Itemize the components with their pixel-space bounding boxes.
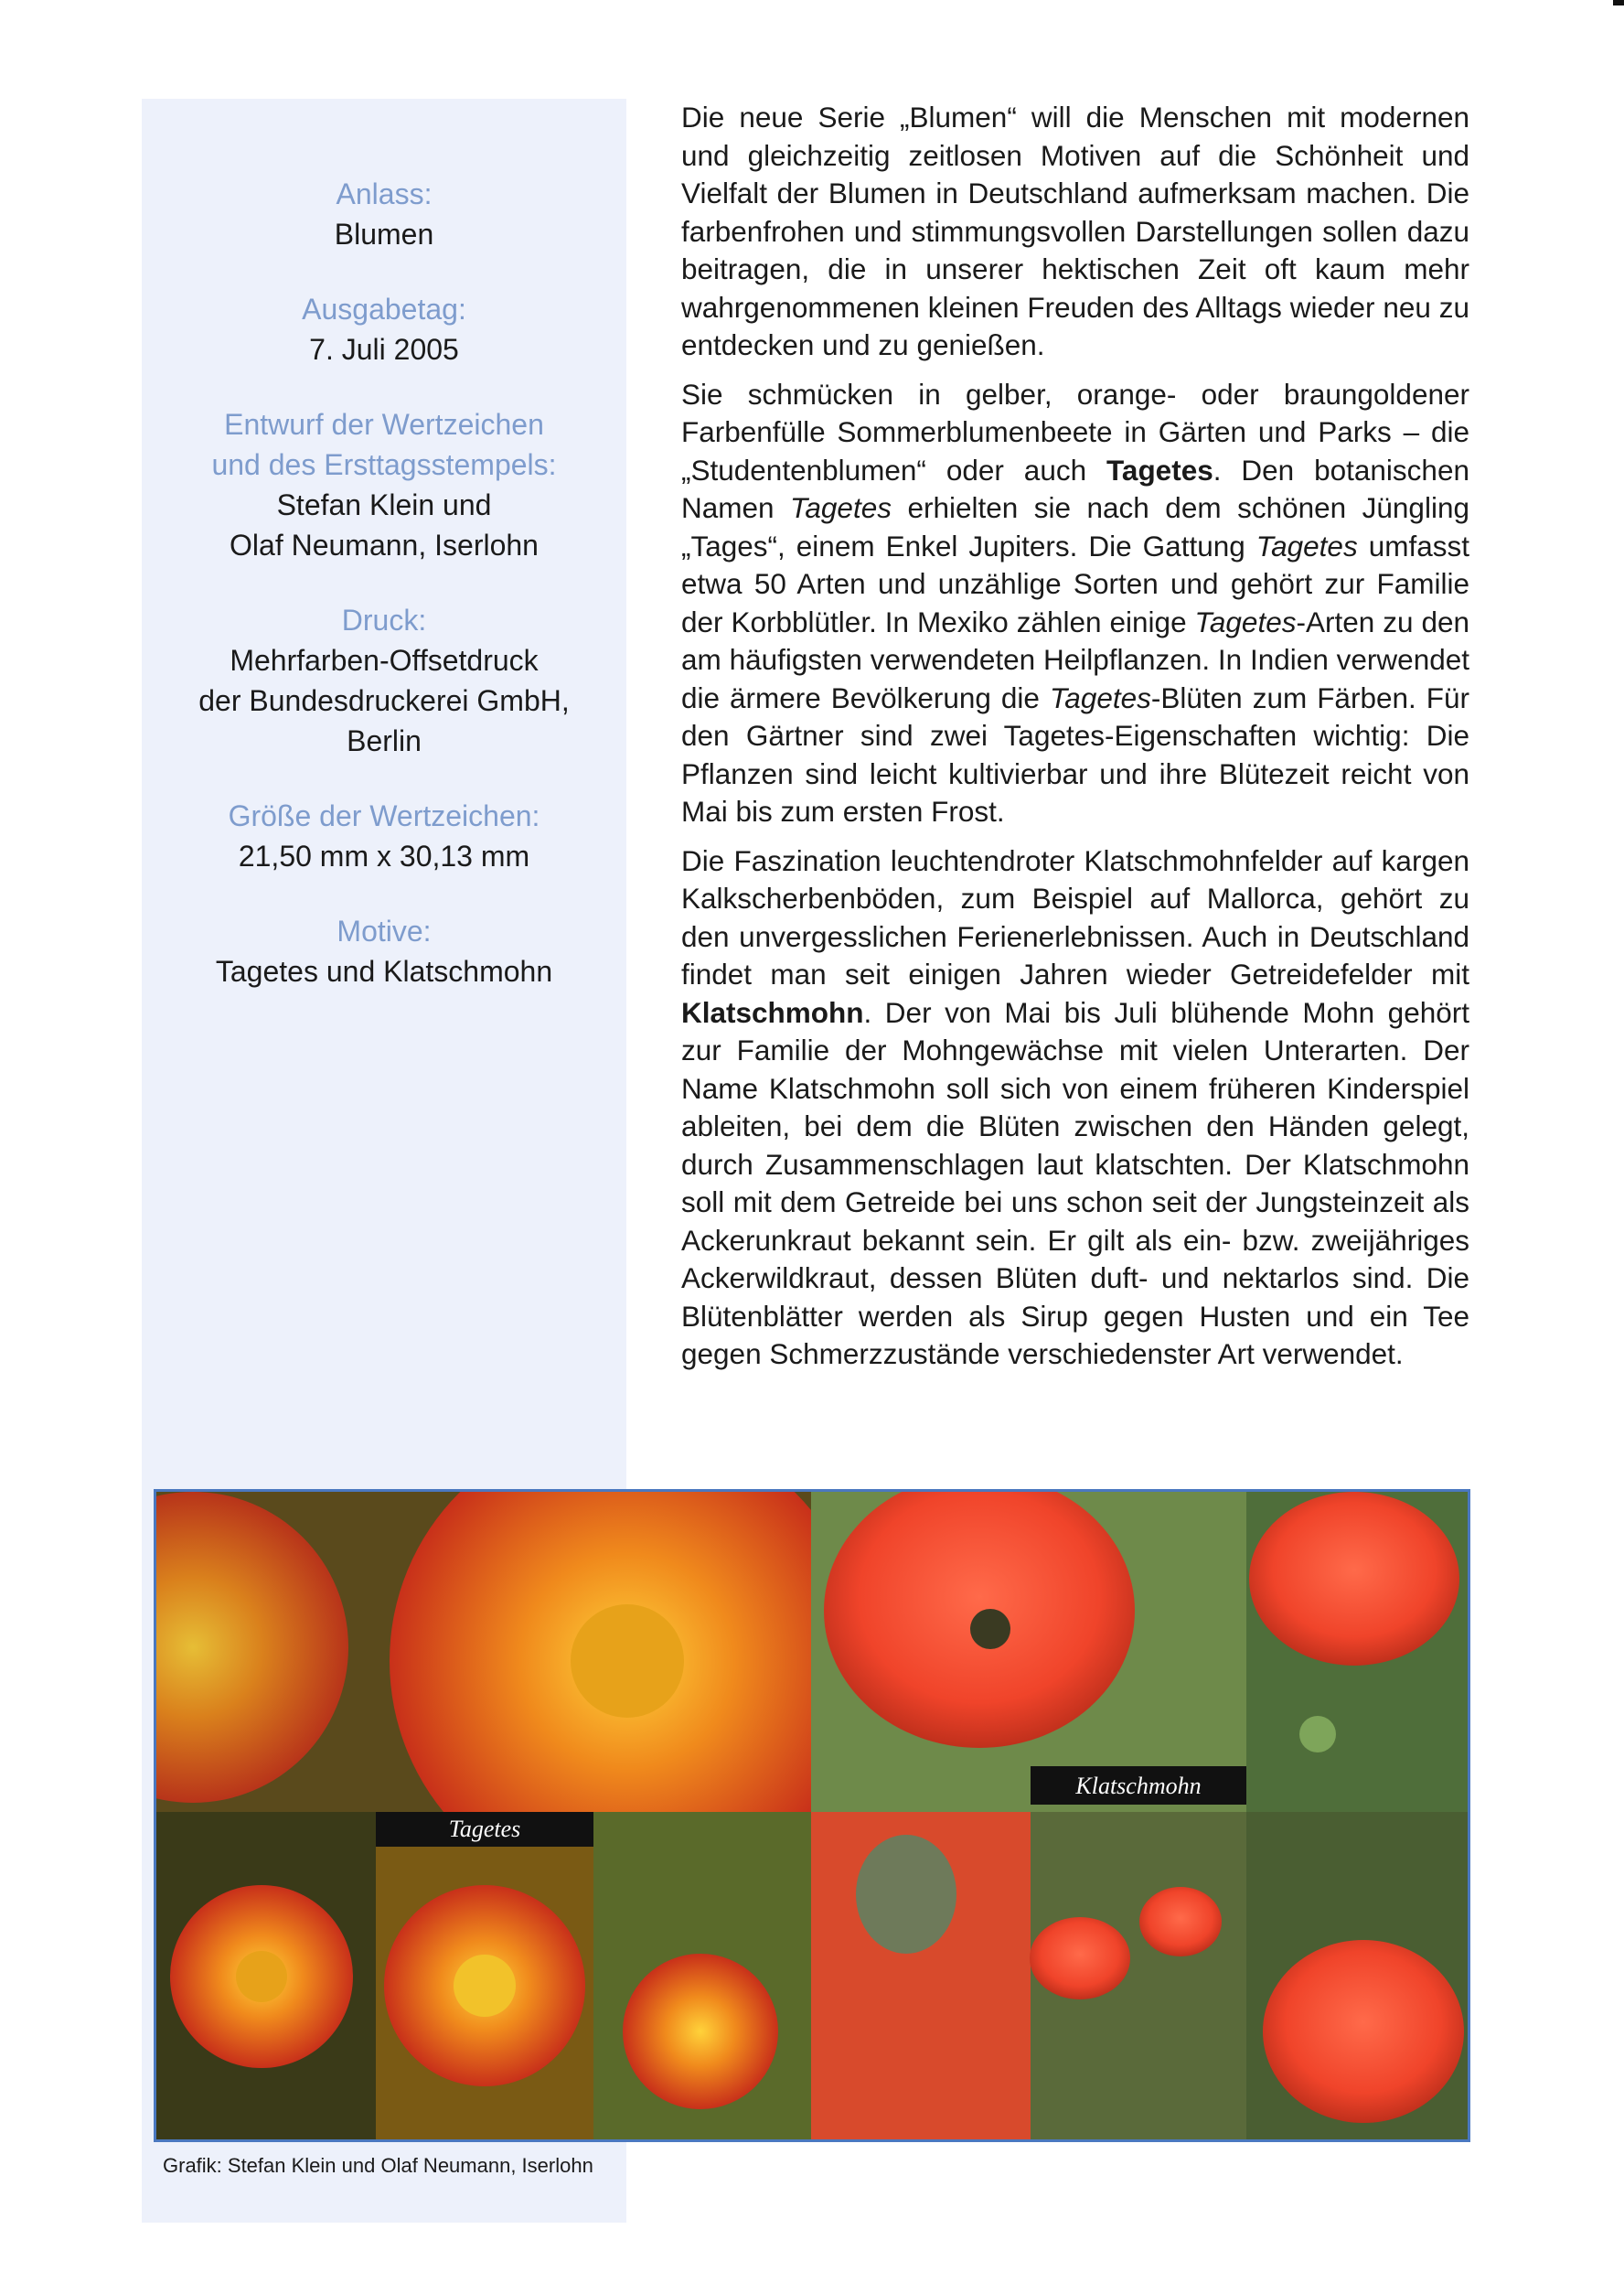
tagetes-center <box>571 1604 684 1718</box>
collage-svg <box>156 1492 1468 2139</box>
poppy-flower <box>1030 1917 1130 1999</box>
fact-motive <box>142 911 626 991</box>
fact-label: Anlass: <box>336 177 433 210</box>
fact-value: Olaf Neumann, Iserlohn <box>230 529 539 562</box>
fact-ausgabetag <box>142 289 626 370</box>
poppy-bud <box>1299 1716 1336 1752</box>
tagetes-flower <box>623 1954 778 2109</box>
fact-label: und des Ersttagsstempels: <box>211 448 557 481</box>
fact-label: Druck: <box>341 604 427 637</box>
poppy-center <box>970 1609 1010 1649</box>
fact-value: 7. Juli 2005 <box>309 333 459 366</box>
paragraph-klatschmohn: Die Faszination leuchtendroter Klatschmohnfelder auf kargen Kalkscherbenböden, zum Beispiel auf Mallorca, gehört zu den unvergesslichen Ferienerlebnissen. Auch in Deutschland findet man seit einigen Jahren wieder Getreidefelder mit Klatschmohn. Der von Mai bis Juli blühende Mohn gehört zur Familie der Mohngewächse mit vielen Unterarten. Der Name Klatschmohn soll sich von einem früheren Kinderspiel ableiten, bei dem die Blüten zwischen den Händen gelegt, durch Zusammenschlagen laut klatschten. Der Klatschmohn soll mit dem Getreide bei uns schon seit der Jungsteinzeit als Ackerunkraut bekannt sein. Er gilt als ein- bzw. zweijähriges Ackerwildkraut, dessen Blüten duft- und nektarlos sind. Die Blütenblätter werden als Sirup gegen Husten und ein Tee gegen Schmerzzustände verschiedenster Art verwendet. <box>681 843 1469 1370</box>
poppy-flower <box>1139 1887 1222 1956</box>
fact-value: der Bundesdruckerei GmbH, <box>198 684 570 717</box>
fact-label: Größe der Wertzeichen: <box>228 799 540 832</box>
fact-value: Stefan Klein und <box>276 488 492 521</box>
fact-groesse <box>142 796 626 876</box>
fact-druck <box>142 600 626 761</box>
poppy-flower <box>1249 1492 1459 1666</box>
tagetes-label: Tagetes <box>448 1816 521 1842</box>
fact-label: Entwurf der Wertzeichen <box>224 408 544 441</box>
fact-entwurf <box>142 404 626 565</box>
fact-value: Berlin <box>347 724 422 757</box>
stamp-facts <box>142 174 626 1026</box>
fact-label: Ausgabetag: <box>302 293 466 326</box>
fact-anlass <box>142 174 626 254</box>
photo-credit: Grafik: Stefan Klein und Olaf Neumann, Iserlohn <box>163 2154 593 2177</box>
paragraph-intro: Die neue Serie „Blumen“ will die Menschen mit modernen und gleichzeitig zeitlosen Motiven auf die Schönheit und Vielfalt der Blumen in Deutschland aufmerksam machen. Die farbenfrohen und stimmungsvollen Darstellungen sollen dazu beitragen, die in unserer hektischen Zeit oft kaum mehr wahrgenommenen kleinen Freuden des Alltags wieder neu zu entdecken und zu genießen. <box>681 101 1469 361</box>
fact-value: Tagetes und Klatschmohn <box>215 955 553 988</box>
klatschmohn-label: Klatschmohn <box>1075 1773 1202 1799</box>
tagetes-center <box>454 1955 516 2017</box>
poppy-seedhead <box>856 1835 956 1954</box>
tagetes-center <box>236 1951 287 2002</box>
fact-value: 21,50 mm x 30,13 mm <box>238 840 530 873</box>
paragraph-tagetes: Sie schmücken in gelber, orange- oder braungoldener Farbenfülle Sommerblumenbeete in Gärten und Parks – die „Studentenblumen“ oder auch Tagetes. Den botanischen Namen Tagetes erhielten sie nach dem schönen Jüngling „Tages“, einem Enkel Jupiters. Die Gattung Tagetes umfasst etwa 50 Arten und unzählige Sorten und gehört zur Familie der Korbblütler. In Mexiko zählen einige Tagetes-Arten zu den am häufigsten verwendeten Heilpflanzen. In Indien verwendet die ärmere Bevölkerung die Tagetes-Blüten zum Färben. Für den Gärtner sind zwei Tagetes-Eigenschaften wichtig: Die Pflanzen sind leicht kultivierbar und ihre Blütezeit reicht von Mai bis zum ersten Frost. <box>681 377 1469 828</box>
fact-value: Mehrfarben-Offsetdruck <box>230 644 539 677</box>
crop-mark <box>1613 0 1624 5</box>
poppy-flower <box>1263 1940 1464 2123</box>
flower-photo-collage <box>154 1489 1470 2142</box>
article-body <box>681 99 1469 1385</box>
fact-value: Blumen <box>334 218 434 251</box>
fact-label: Motive: <box>337 915 432 948</box>
